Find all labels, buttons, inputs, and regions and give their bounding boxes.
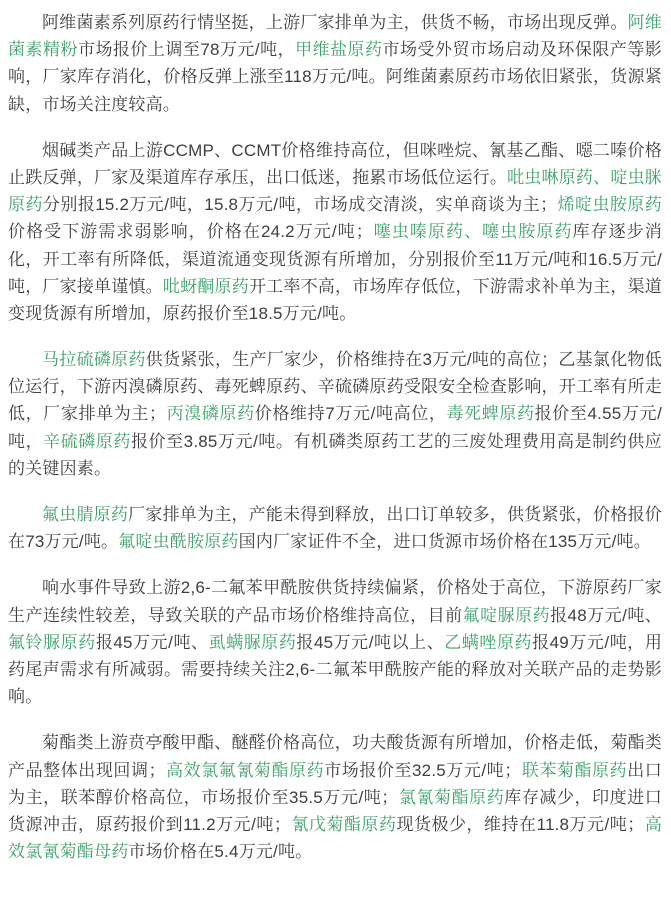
product-link[interactable]: 乙螨唑原药 (444, 632, 533, 652)
product-link[interactable]: 阿维菌素精粉 (8, 13, 662, 60)
product-link[interactable]: 高效氯氰菊酯母药 (8, 814, 663, 862)
text-segment: 库存逐步消化，开工率有所降低，渠道流通变现货源有所增加，分别报价至11万元/吨和16.5万元/吨，厂家接单谨慎。 (8, 222, 663, 296)
text-segment: 响水事件导致上游2,6-二氟苯甲酰胺供货持续偏紧，价格处于高位，下游原药厂家生产连续性较差，导致关联的产品市场价格维持高位，目前 (8, 578, 662, 625)
product-link[interactable]: 甲维盐原药 (295, 40, 383, 60)
product-link[interactable]: 吡蚜酮原药 (162, 276, 249, 296)
text-segment: 烟碱类产品上游CCMP、CCMT价格维持高位，但咪唑烷、氰基乙酯、噁二嗪价格止跌反弹，厂家及渠道库存承压，出口低迷，拖累市场低位运行。 (8, 140, 662, 187)
text-segment: 供货紧张，生产厂家少，价格维持在3万元/吨的高位；乙基氯化物低位运行，下游丙溴磷原药、毒死蜱原药、辛硫磷原药受限安全检查影响，开工率有所走低，厂家排单为主； (8, 350, 662, 424)
product-link[interactable]: 氟啶脲原药 (462, 605, 551, 625)
product-link[interactable]: 虱螨脲原药 (208, 632, 297, 652)
text-segment: 市场报价上调至78万元/吨， (77, 40, 296, 60)
text-segment: 开工率不高，市场库存低位，下游需求补单为主，渠道变现货源有所增加，原药报价至18.5万元/吨。 (8, 276, 663, 323)
text-segment: 分别报15.2万元/吨，15.8万元/吨，市场成交清淡，实单商谈为主； (42, 195, 558, 215)
text-segment: 国内厂家证件不全，进口货源市场价格在135万元/吨。 (238, 532, 651, 552)
paragraph (8, 346, 662, 482)
text-segment: 报45万元/吨以上、 (296, 632, 445, 652)
paragraph (8, 137, 662, 327)
product-link[interactable]: 辛硫磷原药 (43, 431, 131, 451)
product-link[interactable]: 氯氰菊酯原药 (398, 787, 505, 807)
text-segment: 市场报价至32.5万元/吨； (324, 760, 522, 780)
text-segment: 市场受外贸市场启动及环保限产等影响，厂家库存消化，价格反弹上涨至118万元/吨。阿维菌素原药市场依旧紧张，货源紧缺，市场关注度较高。 (8, 40, 663, 114)
text-segment: 市场价格在5.4万元/吨。 (128, 842, 313, 862)
product-link[interactable]: 氟铃脲原药 (8, 632, 96, 652)
product-link[interactable]: 氟啶虫酰胺原药 (118, 532, 239, 552)
text-segment: 报48万元/吨、 (550, 605, 663, 625)
product-link[interactable]: 吡虫啉原药、啶虫脒原药 (8, 167, 662, 215)
paragraph (8, 574, 662, 710)
product-link[interactable]: 高效氯氟氰菊酯原药 (165, 760, 325, 780)
text-segment: 价格维持7万元/吨高位， (254, 404, 447, 424)
paragraph (8, 729, 662, 865)
text-segment: 报价至3.85万元/吨。有机磷类原药工艺的三废处理费用高是制约供应的关键因素。 (8, 431, 663, 478)
text-segment: 出口为主，联苯醇价格高位，市场报价至35.5万元/吨； (8, 760, 662, 807)
text-segment: 现货极少，维持在11.8万元/吨； (396, 814, 645, 834)
text-segment: 价格受下游需求弱影响，价格在24.2万元/吨； (8, 222, 373, 242)
product-link[interactable]: 联苯菊酯原药 (521, 760, 628, 780)
product-link[interactable]: 氰戊菊酯原药 (291, 814, 397, 834)
text-segment: 报价至4.55万元/吨， (8, 404, 662, 451)
product-link[interactable]: 氟虫腈原药 (42, 505, 129, 524)
product-link[interactable]: 马拉硫磷原药 (42, 350, 146, 370)
paragraph (8, 9, 662, 118)
product-link[interactable]: 噻虫嗪原药、噻虫胺原药 (372, 222, 573, 242)
text-segment: 厂家排单为主，产能未得到释放，出口订单较多，供货紧张，价格报价在73万元/吨。 (8, 505, 663, 552)
text-segment: 库存减少，印度进口货源冲击，原药报价到11.2万元/吨； (8, 787, 662, 834)
text-segment: 报45万元/吨、 (95, 632, 209, 652)
text-segment: 报49万元/吨，用药尾声需求有所减弱。需要持续关注2,6-二氟苯甲酰胺产能的释放对关联产品的走势影响。 (8, 632, 663, 707)
product-link[interactable]: 丙溴磷原药 (166, 404, 255, 424)
product-link[interactable]: 烯啶虫胺原药 (557, 195, 662, 215)
product-link[interactable]: 毒死蜱原药 (446, 404, 535, 424)
text-segment: 菊酯类上游贲亭酸甲酯、醚醛价格高位，功夫酸货源有所增加，价格走低，菊酯类产品整体出现回调； (8, 733, 662, 780)
text-segment: 阿维菌素系列原药行情坚挺，上游厂家排单为主，供货不畅，市场出现反弹。 (42, 13, 628, 32)
paragraph (8, 501, 662, 555)
